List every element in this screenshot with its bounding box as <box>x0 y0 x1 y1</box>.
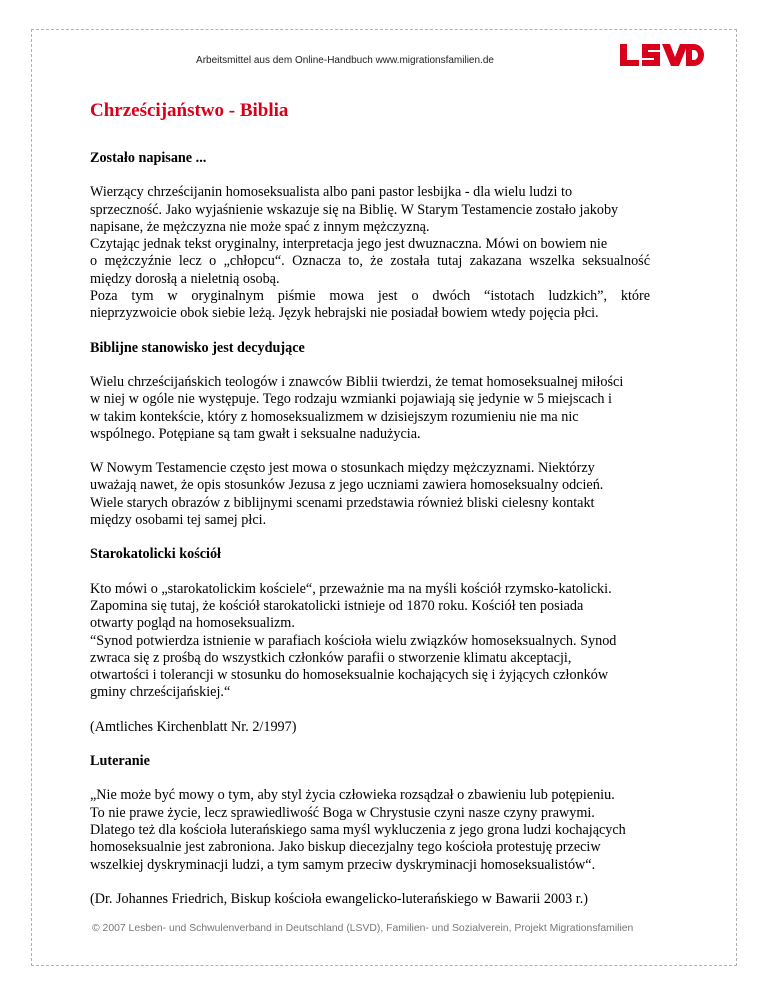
text-line: Kto mówi o „starokatolickim kościele“, przeważnie ma na myśli kościół rzymsko-katolicki. <box>90 580 612 597</box>
text-line: To nie prawe życie, lecz sprawiedliwość Boga w Chrystusie czyni nasze czyny prawymi. <box>90 804 595 821</box>
text-line: otwarty pogląd na homoseksualizm. <box>90 615 295 632</box>
text-line: nieprzyzwoicie obok siebie leżą. Język hebrajski nie posiadał bowiem wtedy pojęcia płci. <box>90 305 599 322</box>
paragraph <box>90 374 650 443</box>
text-line: w niej w ogóle nie występuje. Tego rodzaju wzmianki pojawiają się jedynie w 5 miejscach i <box>90 391 612 408</box>
footer-copyright: © 2007 Lesben- und Schwulenverband in Deutschland (LSVD), Familien- und Sozialverein, Projekt Migrationsfamilien <box>92 923 634 934</box>
text-line: uważają nawet, że opis stosunków Jezusa z jego uczniami zawiera homoseksualny odcień. <box>90 477 604 494</box>
text-line: wspólnego. Potępiane są tam gwałt i seksualne nadużycia. <box>90 425 421 442</box>
citation: (Dr. Johannes Friedrich, Biskup kościoła ewangelicko-luterańskiego w Bawarii 2003 r.) <box>90 890 589 907</box>
text-line: napisane, że mężczyzna nie może spać z innym mężczyzną. <box>90 218 430 235</box>
section-heading: Starokatolicki kościół <box>90 546 221 563</box>
text-line: wszelkiej dyskryminacji ludzi, a tym samym przeciw dyskryminacji homoseksualistów“. <box>90 856 596 873</box>
text-line: między osobami tej samej płci. <box>90 512 267 529</box>
text-line: Wielu chrześcijańskich teologów i znawców Biblii twierdzi, że temat homoseksualnej miłości <box>90 373 624 390</box>
lsvd-logo <box>618 42 704 68</box>
text-line: o mężczyźnie lecz o „chłopcu“. Oznacza to, że została tutaj zakazana wszelka seksualność <box>90 253 650 270</box>
header-note: Arbeitsmittel aus dem Online-Handbuch www.migrationsfamilien.de <box>196 55 494 66</box>
citation: (Amtliches Kirchenblatt Nr. 2/1997) <box>90 718 297 735</box>
text-line: Zapomina się tutaj, że kościół starokatolicki istnieje od 1870 roku. Kościół ten posiada <box>90 597 584 614</box>
text-line: homoseksualnie jest zabroniona. Jako biskup diecezjalny tego kościoła protestuję przeciw <box>90 839 601 856</box>
text-line: gminy chrześcijańskiej.“ <box>90 684 231 701</box>
text-line: zwraca się z prośbą do wszystkich członków parafii o stworzenie klimatu akceptacji, <box>90 649 572 666</box>
text-line: Poza tym w oryginalnym piśmie mowa jest o dwóch “istotach ludzkich”, które <box>90 288 650 305</box>
text-line: otwartości i tolerancji w stosunku do homoseksualnie kochających się i żyjących członków <box>90 667 609 684</box>
text-line: Dlatego też dla kościoła luterańskiego sama myśl wykluczenia z jego grona ludzi kochających <box>90 821 626 838</box>
paragraph <box>90 787 650 873</box>
text-line: w takim kontekście, który z homoseksualizmem w dzisiejszym rozumieniu nie ma nic <box>90 408 579 425</box>
paragraph <box>90 460 650 529</box>
text-line: „Nie może być mowy o tym, aby styl życia człowieka rozsądzał o zbawieniu lub potępieniu. <box>90 787 615 804</box>
text-line: sprzeczność. Jako wyjaśnienie wskazuje się na Biblię. W Starym Testamencie zostało jakoby <box>90 201 619 218</box>
text-line: między dorosłą a nieletnią osobą. <box>90 270 280 287</box>
text-line: W Nowym Testamencie często jest mowa o stosunkach między mężczyznami. Niektórzy <box>90 460 595 477</box>
section-heading: Zostało napisane ... <box>90 150 207 166</box>
section-heading: Biblijne stanowisko jest decydujące <box>90 339 305 356</box>
paragraph <box>90 581 650 702</box>
page-title: Chrześcijaństwo - Biblia <box>90 100 289 121</box>
text-line: “Synod potwierdza istnienie w parafiach kościoła wielu związków homoseksualnych. Synod <box>90 632 617 649</box>
paragraph <box>90 184 650 322</box>
text-line: Wiele starych obrazów z biblijnymi scenami przedstawia również bliski cielesny kontakt <box>90 494 595 511</box>
text-line: Wierzący chrześcijanin homoseksualista albo pani pastor lesbijka - dla wielu ludzi to <box>90 184 573 201</box>
text-line: Czytając jednak tekst oryginalny, interpretacja jego jest dwuznaczna. Mówi on bowiem nie <box>90 236 608 253</box>
document-body <box>90 150 650 925</box>
section-heading: Luteranie <box>90 753 150 770</box>
